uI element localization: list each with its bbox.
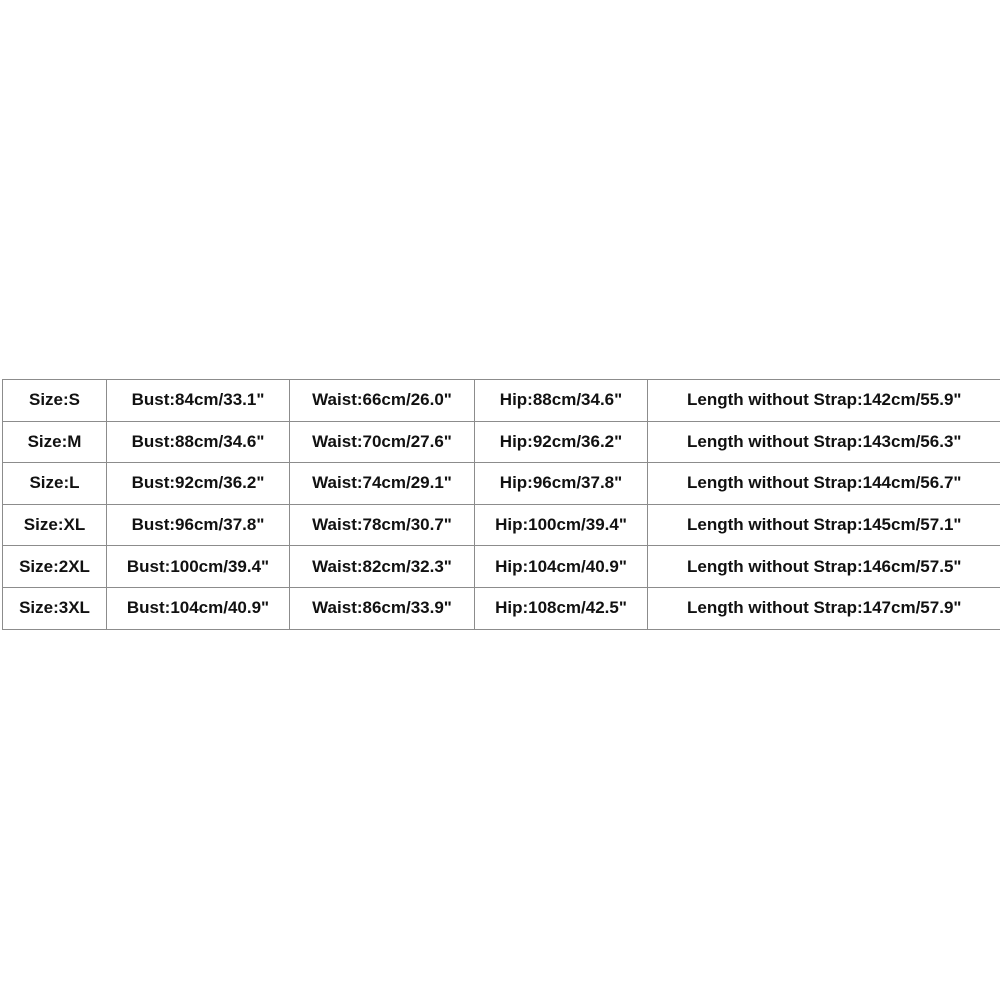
- hip-cell: Hip:108cm/42.5": [475, 587, 648, 629]
- waist-cell: Waist:82cm/32.3": [290, 546, 475, 588]
- size-cell: Size:S: [3, 380, 107, 422]
- bust-cell: Bust:84cm/33.1": [107, 380, 290, 422]
- table-row: [3, 504, 1000, 546]
- length-cell: Length without Strap:142cm/55.9": [648, 380, 1000, 422]
- waist-cell: Waist:66cm/26.0": [290, 380, 475, 422]
- waist-cell: Waist:74cm/29.1": [290, 463, 475, 505]
- length-cell: Length without Strap:147cm/57.9": [648, 587, 1000, 629]
- waist-cell: Waist:78cm/30.7": [290, 504, 475, 546]
- table-row: [3, 421, 1000, 463]
- table-row: [3, 546, 1000, 588]
- table-row: [3, 587, 1000, 629]
- size-cell: Size:L: [3, 463, 107, 505]
- length-cell: Length without Strap:145cm/57.1": [648, 504, 1000, 546]
- size-chart-table: [2, 379, 1000, 630]
- hip-cell: Hip:92cm/36.2": [475, 421, 648, 463]
- bust-cell: Bust:100cm/39.4": [107, 546, 290, 588]
- bust-cell: Bust:104cm/40.9": [107, 587, 290, 629]
- hip-cell: Hip:88cm/34.6": [475, 380, 648, 422]
- table-row: [3, 463, 1000, 505]
- table-row: [3, 380, 1000, 422]
- size-cell: Size:M: [3, 421, 107, 463]
- hip-cell: Hip:104cm/40.9": [475, 546, 648, 588]
- size-cell: Size:3XL: [3, 587, 107, 629]
- length-cell: Length without Strap:143cm/56.3": [648, 421, 1000, 463]
- bust-cell: Bust:92cm/36.2": [107, 463, 290, 505]
- waist-cell: Waist:86cm/33.9": [290, 587, 475, 629]
- waist-cell: Waist:70cm/27.6": [290, 421, 475, 463]
- size-cell: Size:XL: [3, 504, 107, 546]
- length-cell: Length without Strap:146cm/57.5": [648, 546, 1000, 588]
- length-cell: Length without Strap:144cm/56.7": [648, 463, 1000, 505]
- bust-cell: Bust:96cm/37.8": [107, 504, 290, 546]
- size-cell: Size:2XL: [3, 546, 107, 588]
- hip-cell: Hip:100cm/39.4": [475, 504, 648, 546]
- bust-cell: Bust:88cm/34.6": [107, 421, 290, 463]
- hip-cell: Hip:96cm/37.8": [475, 463, 648, 505]
